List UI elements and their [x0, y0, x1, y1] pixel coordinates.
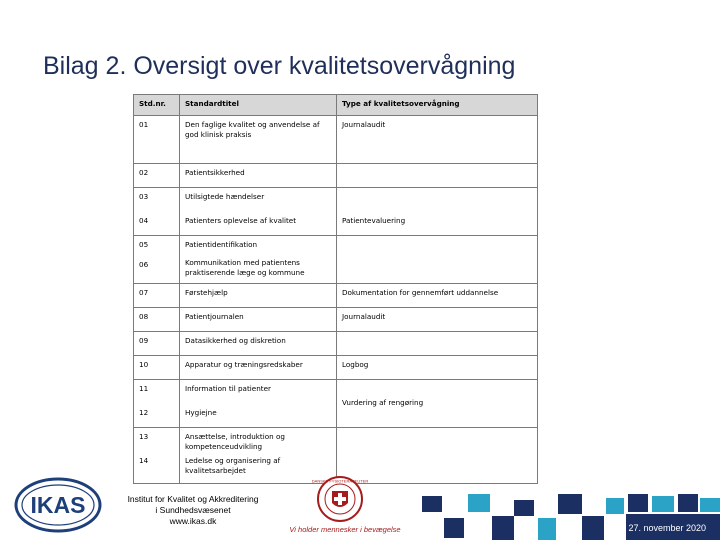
cell-title: Patientjournalen	[185, 312, 244, 321]
ikas-logo	[14, 476, 102, 534]
cell-type: Vurdering af rengøring	[342, 398, 424, 407]
cell-title: Apparatur og træningsredskaber	[185, 360, 303, 369]
cell-nr: 08	[139, 312, 149, 321]
cell-nr: 13	[139, 432, 149, 441]
cell-title: Patientsikkerhed	[185, 168, 245, 177]
cell-title: Den faglige kvalitet og anvendelse af god klinisk praksis	[185, 120, 320, 139]
table-row	[134, 356, 538, 380]
column-header-title: Standardtitel	[180, 95, 337, 116]
organization-name: Institut for Kvalitet og Akkreditering	[127, 494, 259, 504]
column-header-type: Type af kvalitetsovervågning	[337, 95, 538, 116]
cell-title: Utilsigtede hændelser	[185, 192, 265, 201]
cell-title: Patientidentifikation	[185, 240, 258, 249]
cell-title: Information til patienter	[185, 384, 271, 393]
cell-nr: 11	[139, 384, 149, 393]
cell-nr: 09	[139, 336, 149, 345]
table-row	[134, 188, 538, 236]
cell-nr: 05	[139, 240, 149, 249]
cell-nr: 10	[139, 360, 149, 369]
cell-title: Førstehjælp	[185, 288, 228, 297]
cell-type: Patientevaluering	[342, 216, 406, 225]
cell-title: Ansættelse, introduktion og kompetenceudvikling	[185, 432, 285, 451]
seal-text: DANSKE FYSIOTERAPEUTER	[311, 478, 369, 484]
table-row	[134, 308, 538, 332]
page-title: Bilag 2. Oversigt over kvalitetsovervågning	[43, 52, 516, 80]
slide-date: 27. november 2020	[628, 523, 706, 533]
cell-title: Hygiejne	[185, 408, 217, 417]
cell-nr: 07	[139, 288, 149, 297]
slogan: Vi holder mennesker i bevægelse	[289, 525, 401, 534]
standards-table	[133, 94, 538, 484]
cell-nr: 14	[139, 456, 149, 465]
cell-type: Logbog	[342, 360, 369, 369]
table-row	[134, 116, 538, 164]
table-row	[134, 236, 538, 284]
cell-type: Journalaudit	[342, 312, 386, 321]
organization-info	[108, 494, 278, 527]
table-row	[134, 380, 538, 428]
cell-type: Journalaudit	[342, 120, 386, 129]
cell-type: Dokumentation for gennemført uddannelse	[342, 288, 499, 297]
table-row	[134, 164, 538, 188]
cell-nr: 03	[139, 192, 149, 201]
danske-fysioterapeuter-seal	[311, 474, 369, 524]
cell-nr: 01	[139, 120, 149, 129]
ikas-logo-text: IKAS	[30, 492, 86, 518]
cell-nr: 02	[139, 168, 149, 177]
cell-nr: 12	[139, 408, 149, 417]
table-row	[134, 332, 538, 356]
cell-title: Datasikkerhed og diskretion	[185, 336, 286, 345]
organization-subtitle: i Sundhedsvæsenet	[155, 505, 231, 515]
cell-title: Ledelse og organisering af kvalitetsarbejdet	[185, 456, 281, 475]
cell-title: Patienters oplevelse af kvalitet	[185, 216, 297, 225]
cell-title: Kommunikation med patientens praktiserende læge og kommune	[185, 258, 305, 277]
decorative-blocks	[402, 494, 720, 540]
cell-nr: 06	[139, 260, 149, 269]
column-header-nr: Std.nr.	[134, 95, 180, 116]
cell-nr: 04	[139, 216, 149, 225]
table-header-row	[134, 95, 538, 116]
table-row	[134, 284, 538, 308]
organization-url: www.ikas.dk	[169, 516, 217, 526]
